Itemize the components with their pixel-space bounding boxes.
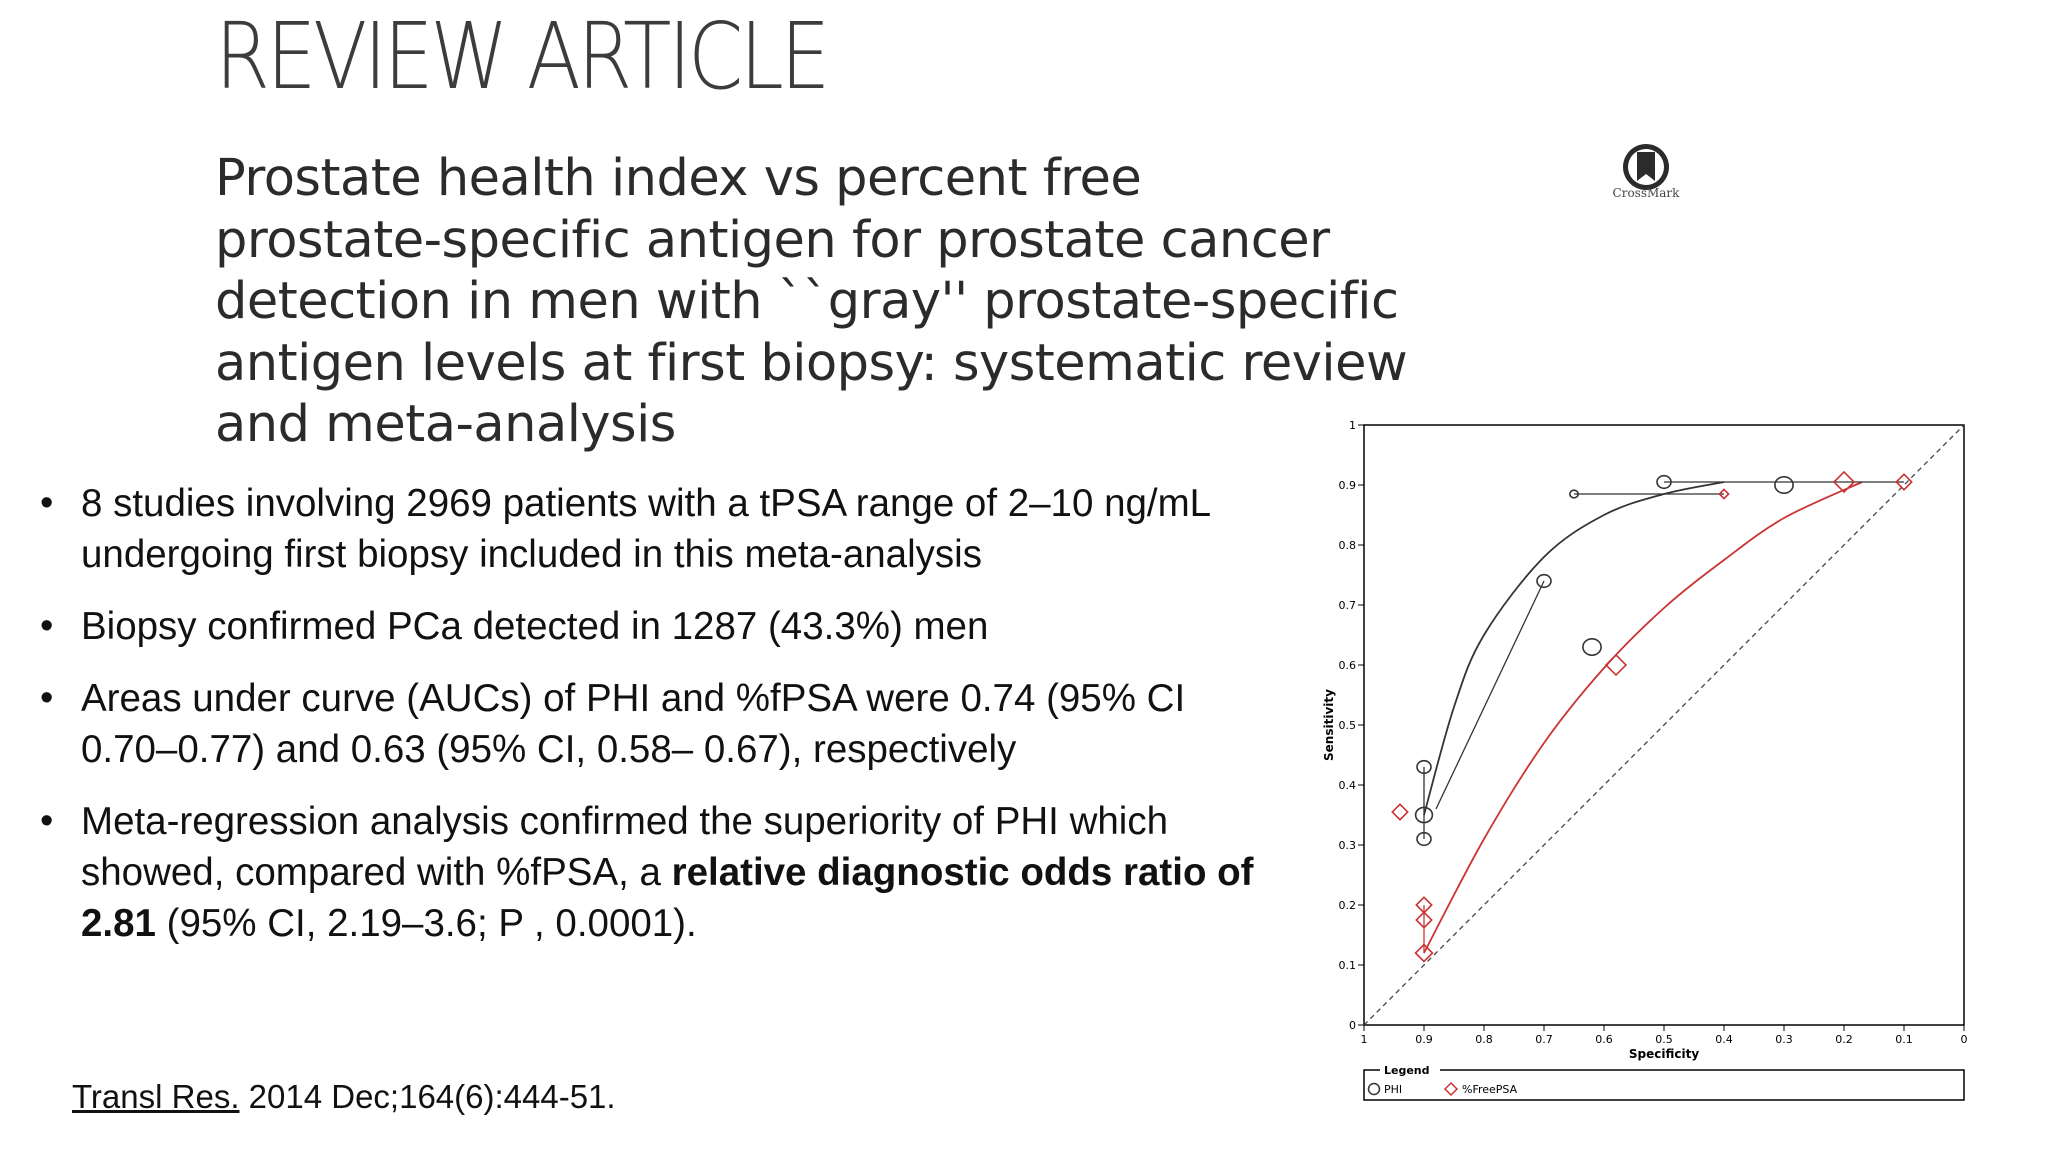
x-axis-ticks <box>1361 1025 1968 1046</box>
x-tick-label: 0.2 <box>1835 1033 1853 1046</box>
x-tick-label: 0.4 <box>1715 1033 1733 1046</box>
fpsa-study-point <box>1392 804 1407 819</box>
title-line: prostate-specific antigen for prostate cancer <box>215 210 1330 270</box>
diagonal-reference-line <box>1364 425 1964 1025</box>
ci-segment-phi <box>1436 581 1544 809</box>
chart-legend <box>1364 1062 1964 1100</box>
y-tick-label: 0.8 <box>1338 539 1356 552</box>
y-tick-label: 0.4 <box>1338 779 1356 792</box>
title-line: and meta-analysis <box>215 395 676 454</box>
x-tick-label: 0.9 <box>1415 1033 1433 1046</box>
y-tick-label: 0.2 <box>1338 899 1356 912</box>
phi-study-point <box>1775 477 1793 493</box>
citation-journal-link[interactable]: Transl Res. <box>72 1078 240 1115</box>
x-tick-label: 1 <box>1360 1033 1368 1046</box>
bullet-text: Biopsy confirmed PCa detected in 1287 (43.3%) men <box>81 605 989 648</box>
sroc-curve-fpsa <box>1424 482 1862 953</box>
bullet-text: 8 studies involving 2969 patients with a tPSA range of 2–10 ng/mL undergoing first biopsy included in this meta-analysis <box>81 482 1210 576</box>
y-tick-label: 0.6 <box>1338 659 1356 672</box>
x-tick-label: 0.7 <box>1535 1033 1553 1046</box>
x-tick-label: 0.5 <box>1655 1033 1673 1046</box>
fpsa-study-point <box>1606 655 1626 675</box>
y-axis-ticks <box>1339 419 1365 1032</box>
y-tick-label: 0.5 <box>1338 719 1356 732</box>
y-tick-label: 0.9 <box>1338 479 1356 492</box>
legend-phi-marker <box>1369 1084 1380 1095</box>
y-tick-label: 0.7 <box>1338 599 1356 612</box>
legend-title: Legend <box>1384 1064 1430 1077</box>
phi-study-point <box>1583 639 1601 655</box>
y-tick-label: 0 <box>1349 1019 1356 1032</box>
bullet-text-bold: relative diagnostic odds ratio of 2.81 <box>81 851 1254 945</box>
y-axis-label: Sensitivity <box>1322 689 1336 761</box>
y-tick-label: 1 <box>1349 419 1356 432</box>
reference-line <box>1364 425 1964 1025</box>
review-article-kicker: REVIEW ARTICLE <box>215 3 827 110</box>
bullet-text-post: (95% CI, 2.19–3.6; P , 0.0001). <box>155 902 697 945</box>
x-tick-label: 0.3 <box>1775 1033 1793 1046</box>
y-tick-label: 0.1 <box>1338 959 1356 972</box>
legend-fpsa-marker <box>1445 1083 1457 1095</box>
bullet-text-pre: Meta-regression analysis confirmed the superiority of PHI which showed, compared with %fPSA, a <box>81 800 1169 894</box>
x-tick-label: 0.6 <box>1595 1033 1613 1046</box>
ci-segments <box>1424 482 1904 953</box>
citation <box>72 1078 616 1116</box>
x-axis-label: Specificity <box>1628 1047 1700 1061</box>
sroc-curve-phi <box>1424 482 1724 815</box>
bullet-text: Areas under curve (AUCs) of PHI and %fPSA were 0.74 (95% CI 0.70–0.77) and 0.63 (95% CI, 0.58– 0.67), respectively <box>81 677 1186 771</box>
sroc-curves <box>1424 482 1862 953</box>
x-tick-label: 0.8 <box>1475 1033 1493 1046</box>
summary-bullets <box>40 478 1270 970</box>
x-tick-label: 0.1 <box>1895 1033 1913 1046</box>
bullet-item <box>40 796 1270 949</box>
crossmark-label: CrossMark <box>1612 186 1680 200</box>
title-line: Prostate health index vs percent free <box>215 149 1142 208</box>
x-tick-label: 0 <box>1960 1033 1968 1046</box>
legend-fpsa-label: %FreePSA <box>1462 1083 1518 1096</box>
sroc-chart <box>1300 405 1980 1105</box>
bullet-item <box>40 601 1270 652</box>
study-points <box>1392 472 1911 961</box>
legend-phi-label: PHI <box>1384 1083 1403 1096</box>
title-line: antigen levels at first biopsy: systematic review <box>215 333 1408 393</box>
citation-details: 2014 Dec;164(6):444-51. <box>239 1078 616 1115</box>
y-tick-label: 0.3 <box>1338 839 1356 852</box>
title-line: detection in men with ``gray'' prostate-specific <box>215 272 1399 331</box>
bullet-item <box>40 478 1270 580</box>
bullet-item <box>40 673 1270 775</box>
